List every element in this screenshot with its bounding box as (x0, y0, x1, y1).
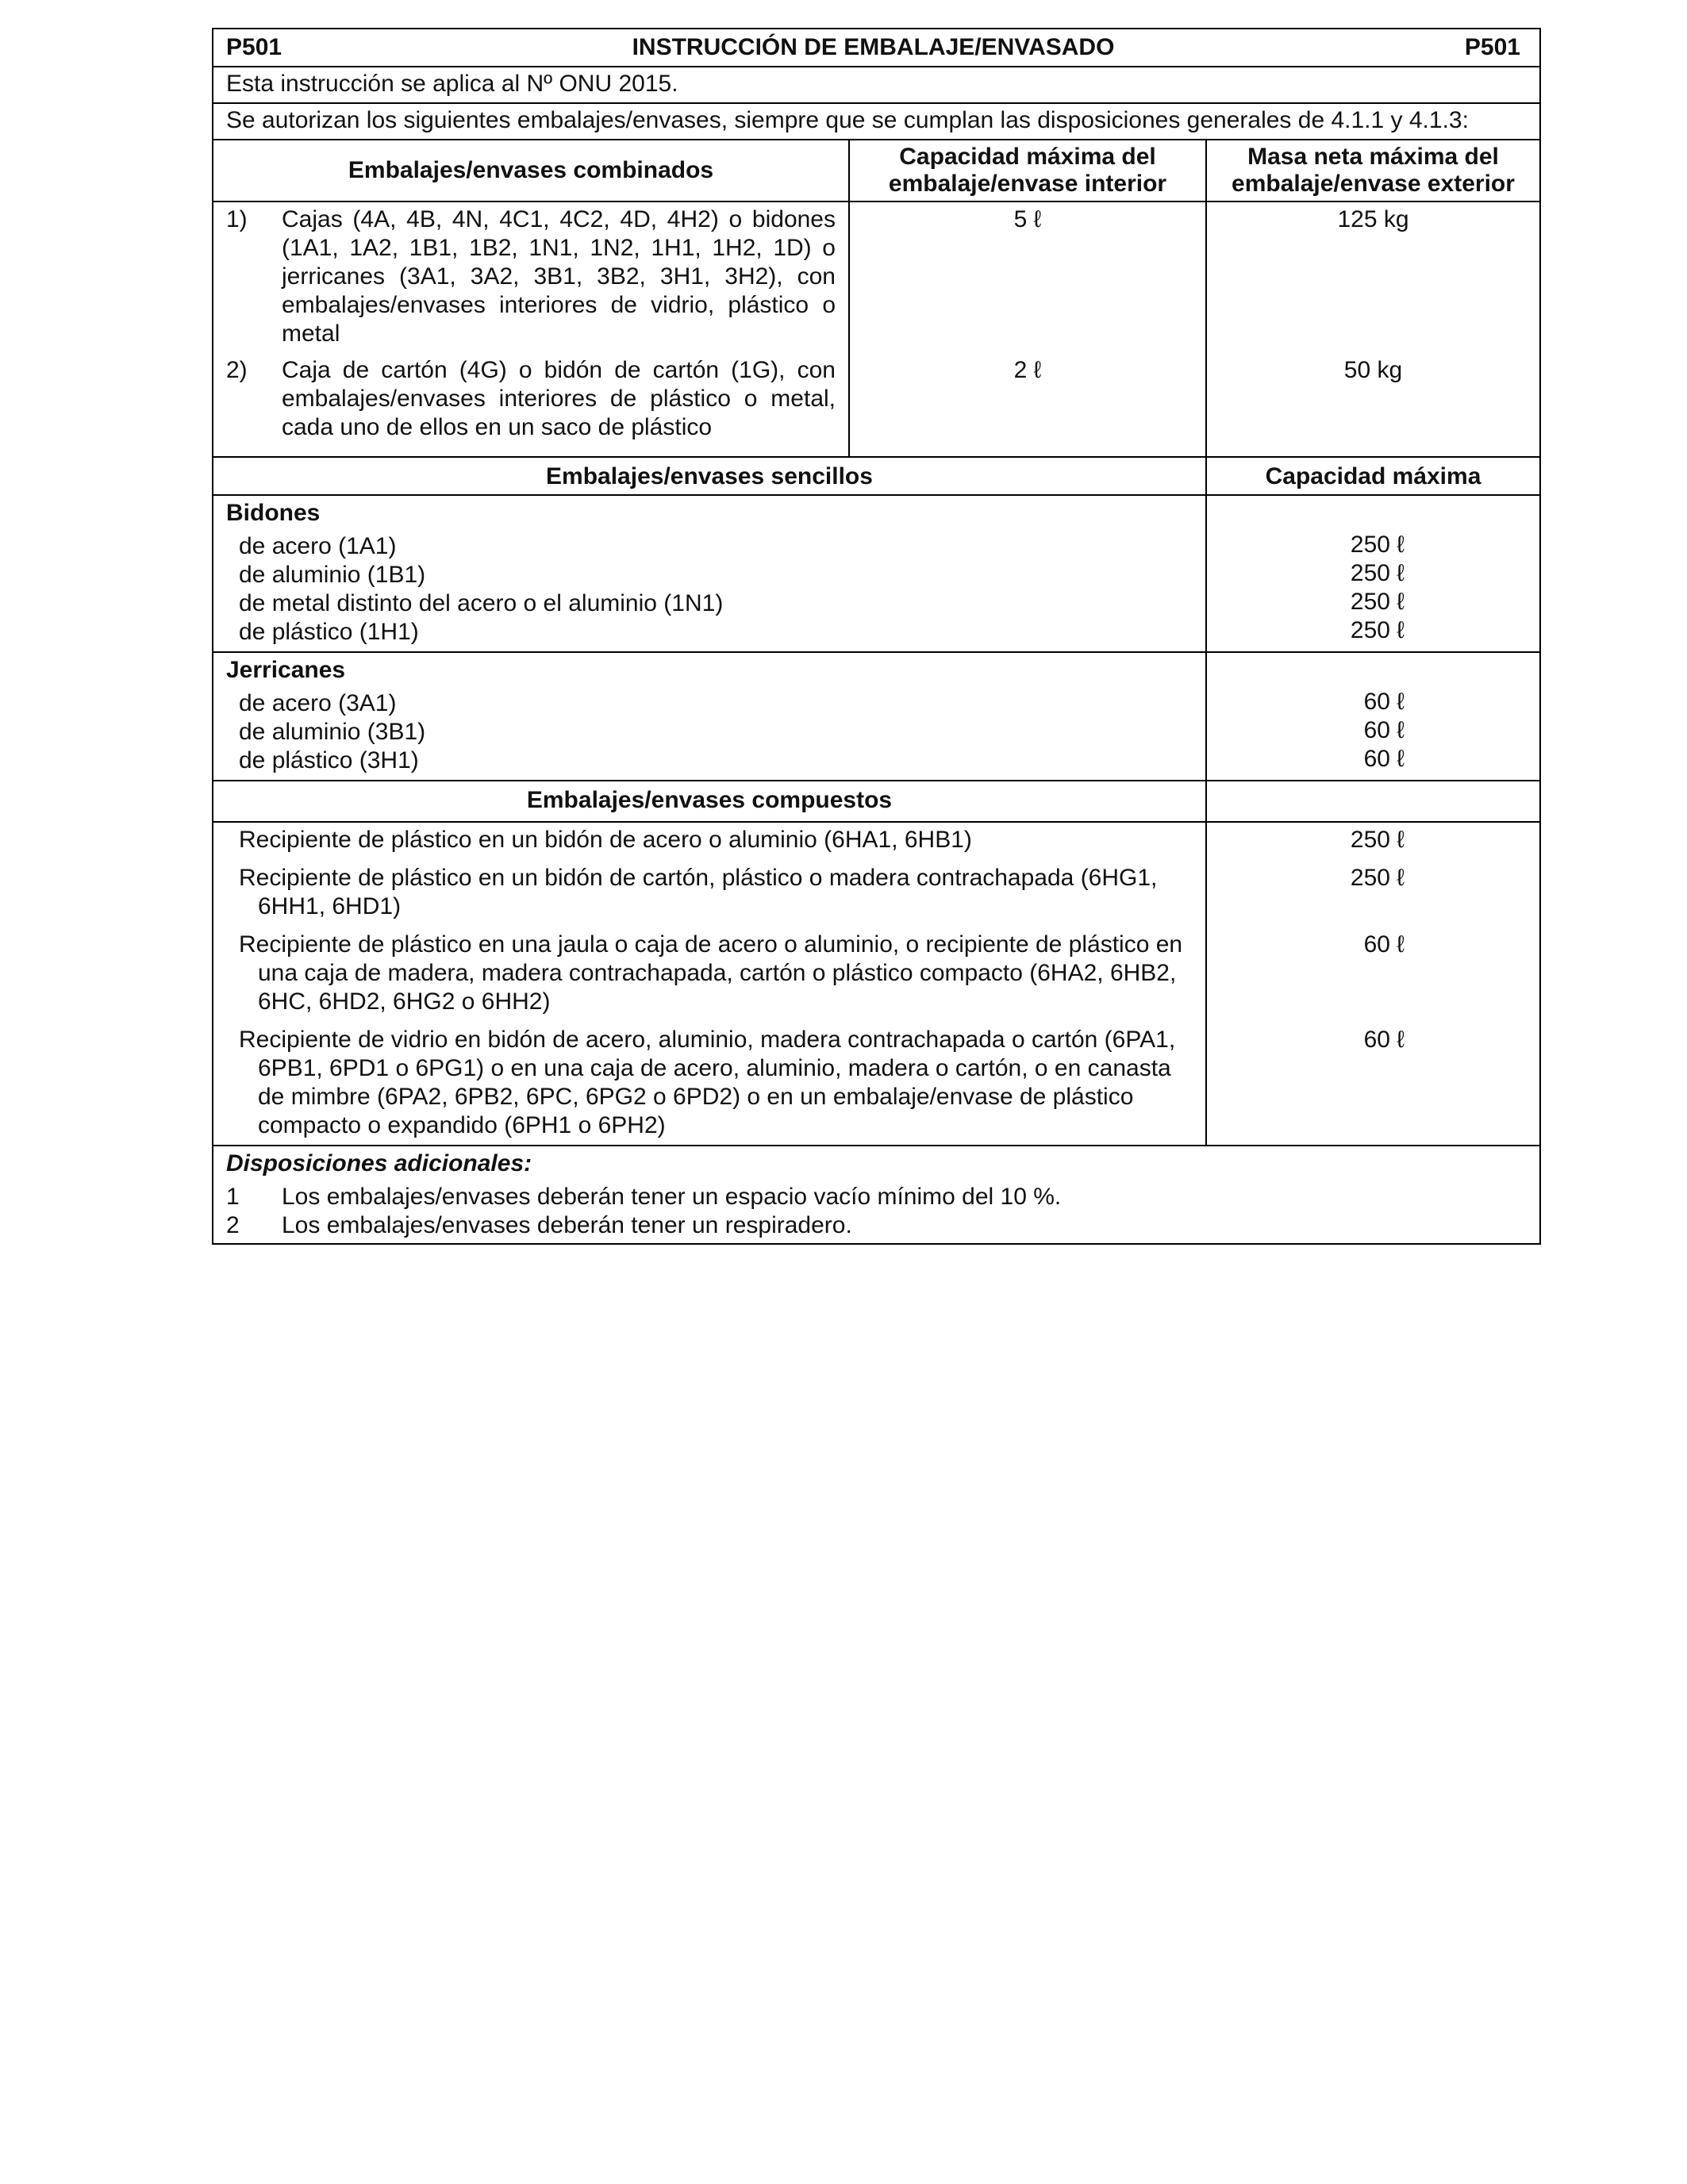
additional-provisions (213, 1146, 1539, 1243)
provision-number: 2 (226, 1212, 240, 1238)
group-item-value: 250 ℓ (1350, 532, 1405, 558)
code-left: P501 (226, 34, 282, 60)
provision-text: Los embalajes/envases deberán tener un espacio vacío mínimo del 10 %. (282, 1184, 1062, 1210)
composite-item-value: 250 ℓ (1350, 865, 1405, 891)
group-item-value: 250 ℓ (1350, 560, 1405, 586)
outer-mass-col-header: Masa neta máxima del embalaje/envase exterior (1205, 140, 1539, 201)
group-item-label: de plástico (3H1) (239, 747, 419, 773)
provision-text: Los embalajes/envases deberán tener un respiradero. (282, 1212, 852, 1238)
combined-item (226, 356, 836, 442)
combined-items (213, 202, 848, 456)
capacity-values (848, 202, 1205, 456)
additional-title: Disposiciones adicionales: (226, 1150, 532, 1176)
item-text: Cajas (4A, 4B, 4N, 4C1, 4C2, 4D, 4H2) o bidones (1A1, 1A2, 1B1, 1B2, 1N1, 1N2, 1H1, 1H2, 1D) o jerricanes (3A1, 3A2, 3B1, 3B2, 3H1, 3H2), con embalajes/envases interiores de vidrio, plástico o metal (282, 206, 836, 347)
item-text: Caja de cartón (4G) o bidón de cartón (1G), con embalajes/envases interiores de plástico o metal, cada uno de ellos en un saco de plástico (282, 357, 836, 440)
item-number: 2) (226, 357, 248, 383)
title-row (213, 29, 1539, 67)
item-number: 1) (226, 206, 248, 232)
composite-body-row (213, 823, 1539, 1146)
group-title: Jerricanes (226, 657, 346, 683)
group-item-label: de acero (3A1) (239, 690, 397, 716)
combined-col-header: Embalajes/envases combinados (348, 157, 714, 183)
composite-item-value: 60 ℓ (1363, 931, 1405, 958)
applies-row: Esta instrucción se aplica al Nº ONU 2015. (213, 67, 1539, 104)
single-header-row (213, 458, 1539, 496)
composite-item-value: 60 ℓ (1363, 1027, 1405, 1053)
group-item-value: 60 ℓ (1363, 717, 1405, 743)
group-item-value: 60 ℓ (1363, 746, 1405, 772)
single-col-header: Embalajes/envases sencillos (546, 463, 873, 489)
capacity-value: 5 ℓ (1013, 206, 1042, 232)
group-item-value: 60 ℓ (1363, 689, 1405, 715)
composite-col-header: Embalajes/envases compuestos (526, 787, 893, 813)
mass-value: 125 kg (1337, 206, 1409, 232)
group-item-value: 250 ℓ (1350, 589, 1405, 615)
group-item-label: de aluminio (1B1) (239, 562, 426, 588)
composite-item-text: Recipiente de plástico en un bidón de acero o aluminio (6HA1, 6HB1) (239, 827, 972, 853)
mass-values (1205, 202, 1539, 456)
max-capacity-col-header: Capacidad máxima (1205, 458, 1539, 494)
combined-header-row (213, 140, 1539, 202)
jerricans-group (213, 653, 1539, 781)
group-item-label: de aluminio (3B1) (239, 719, 426, 745)
composite-header-row (213, 781, 1539, 823)
mass-value: 50 kg (1343, 357, 1403, 383)
document-title: INSTRUCCIÓN DE EMBALAJE/ENVASADO (632, 34, 1115, 60)
group-item-value: 250 ℓ (1350, 617, 1405, 643)
group-item-label: de acero (1A1) (239, 533, 397, 559)
provision-item (226, 1211, 1527, 1240)
code-right: P501 (1464, 34, 1520, 60)
combined-body-row (213, 202, 1539, 458)
composite-item-text: Recipiente de plástico en un bidón de cartón, plástico o madera contrachapada (6HG1, 6HH1, 6HD1) (239, 865, 1158, 919)
group-title: Bidones (226, 500, 321, 526)
capacity-value: 2 ℓ (1013, 357, 1042, 383)
group-item-label: de metal distinto del acero o el aluminio (1N1) (239, 590, 724, 616)
inner-capacity-col-header: Capacidad máxima del embalaje/envase interior (848, 140, 1205, 201)
packing-instruction-table (212, 28, 1541, 1245)
drums-group (213, 496, 1539, 653)
provision-item (226, 1183, 1527, 1211)
group-item-label: de plástico (1H1) (239, 619, 419, 645)
composite-item-value: 250 ℓ (1350, 827, 1405, 853)
composite-item-text: Recipiente de vidrio en bidón de acero, aluminio, madera contrachapada o cartón (6PA1, 6PB1, 6PD1 o 6PG1) o en una caja de acero, aluminio, madera o cartón, o en canasta de mimbre (6PA2, 6PB2, 6PC, 6PG2 o 6PD2) o en un embalaje/envase de plástico compacto o expandido (6PH1 o 6PH2) (239, 1027, 1176, 1138)
authorized-row: Se autorizan los siguientes embalajes/envases, siempre que se cumplan las disposiciones generales de 4.1.1 y 4.1.3: (213, 104, 1539, 140)
combined-item (226, 205, 836, 348)
provision-number: 1 (226, 1184, 240, 1210)
composite-item-text: Recipiente de plástico en una jaula o caja de acero o aluminio, o recipiente de plástico en una caja de madera, madera contrachapada, cartón o plástico compacto (6HA2, 6HB2, 6HC, 6HD2, 6HG2 o 6HH2) (239, 931, 1183, 1015)
